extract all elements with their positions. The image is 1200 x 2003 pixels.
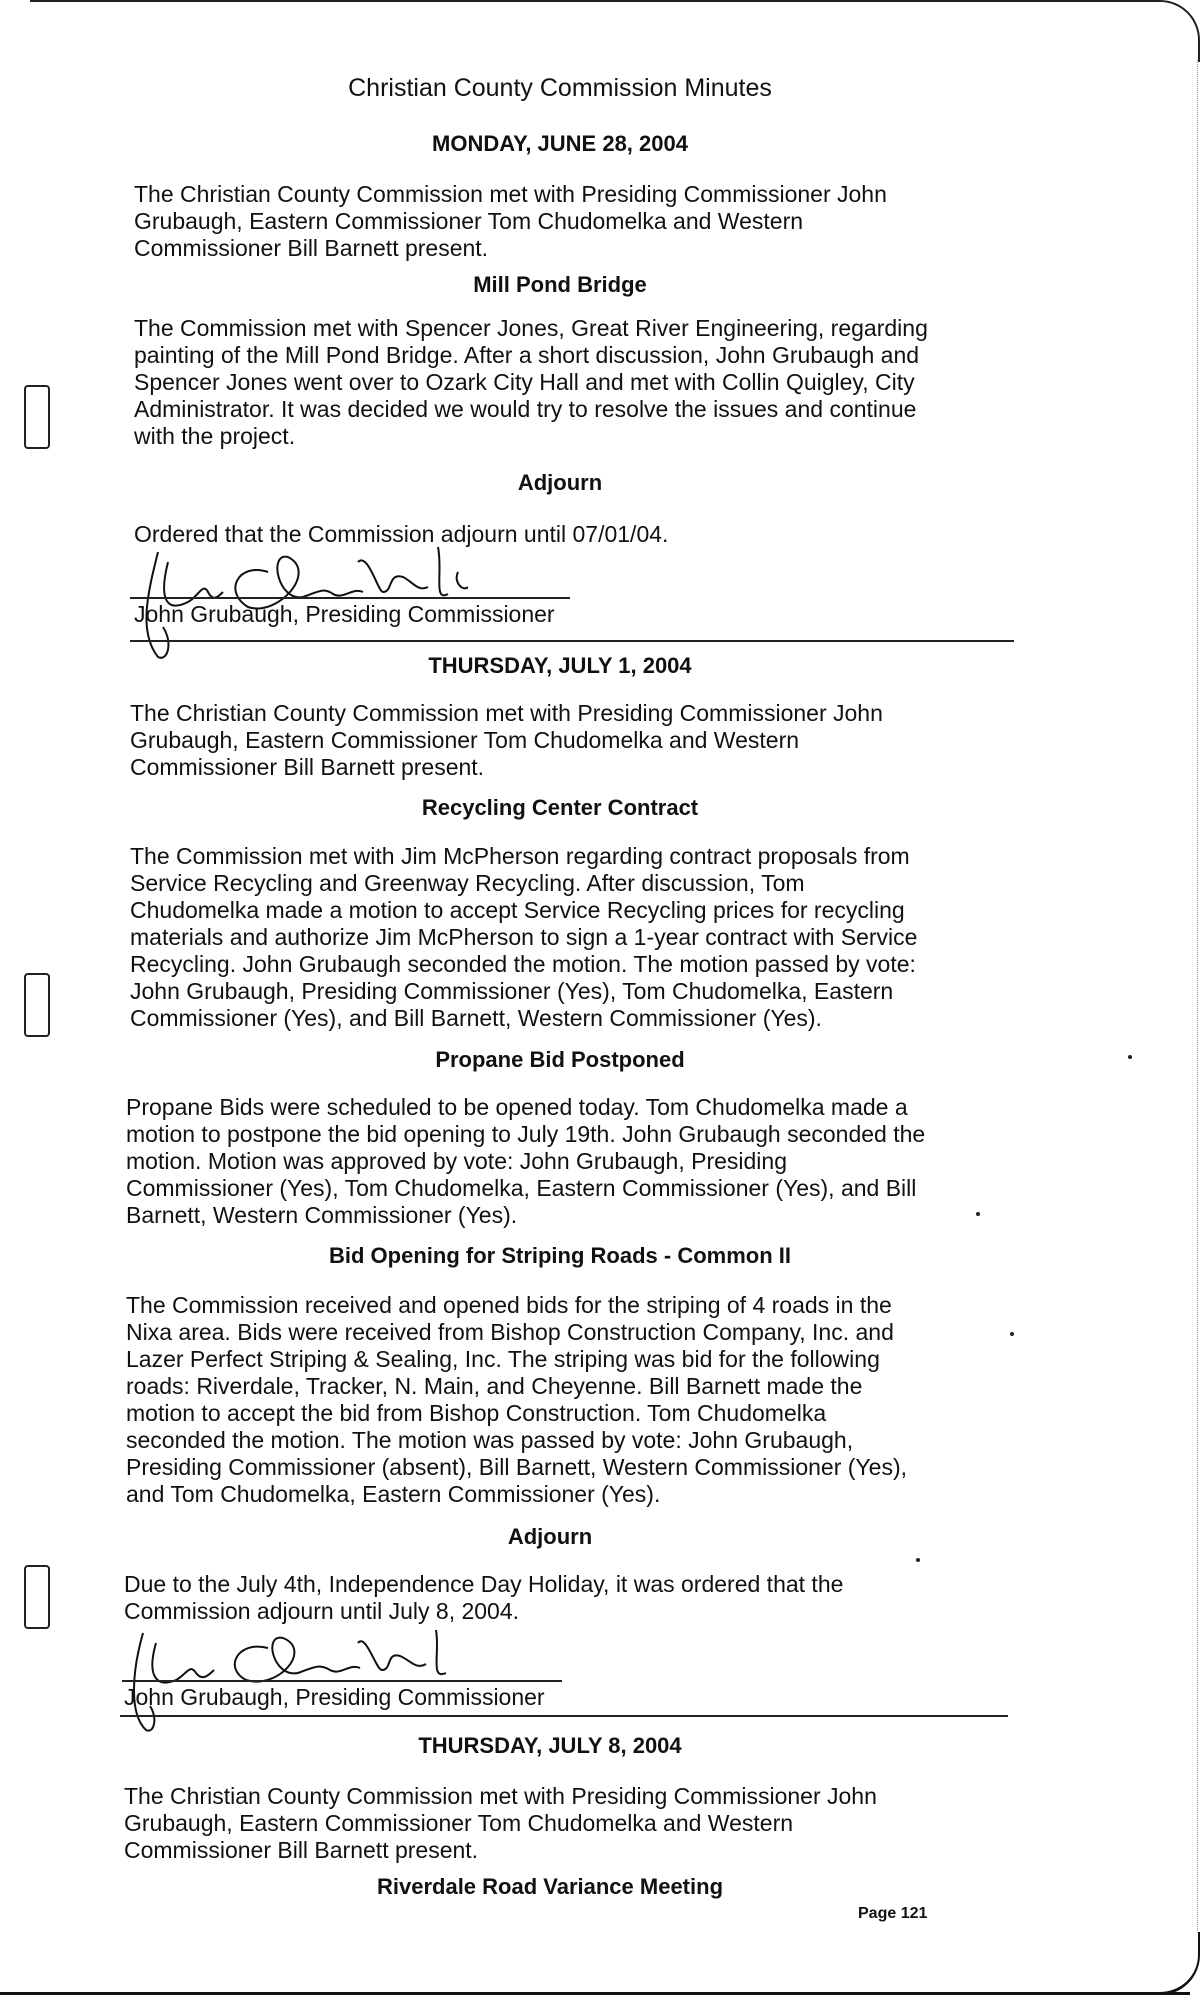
section-heading: Adjourn xyxy=(507,1524,593,1549)
text-line: motion to accept the bid from Bishop Construction. Tom Chudomelka xyxy=(126,1400,827,1426)
text-line: Service Recycling and Greenway Recycling. After discussion, Tom xyxy=(130,870,805,896)
text-line: with the project. xyxy=(134,423,296,449)
page-edge-top xyxy=(30,0,1160,8)
page-corner-top-right xyxy=(1158,0,1200,62)
text-line: Grubaugh, Eastern Commissioner Tom Chudomelka and Western xyxy=(130,727,800,753)
text-line: Recycling. John Grubaugh seconded the motion. The motion passed by vote: xyxy=(130,951,916,977)
section-heading: Bid Opening for Striping Roads - Common II xyxy=(329,1243,791,1268)
attendance-paragraph xyxy=(134,181,1014,262)
text-line: Commission adjourn until July 8, 2004. xyxy=(124,1598,520,1624)
text-line: materials and authorize Jim McPherson to sign a 1-year contract with Service xyxy=(130,924,918,950)
section-heading: Mill Pond Bridge xyxy=(473,272,647,297)
text-line: Commissioner Bill Barnett present. xyxy=(124,1837,479,1863)
section-divider xyxy=(130,640,1014,642)
meeting-date: MONDAY, JUNE 28, 2004 xyxy=(432,131,688,156)
document-title: Christian County Commission Minutes xyxy=(348,74,772,102)
section-paragraph xyxy=(126,1292,1026,1508)
punch-hole xyxy=(24,973,50,1037)
meeting-date: THURSDAY, JULY 8, 2004 xyxy=(418,1733,682,1758)
text-line: motion. Motion was approved by vote: John Grubaugh, Presiding xyxy=(126,1148,787,1174)
signature xyxy=(118,1618,458,1738)
text-line: The Christian County Commission met with Presiding Commissioner John xyxy=(130,700,883,726)
attendance-paragraph xyxy=(124,1783,1004,1864)
signature-line xyxy=(130,597,570,599)
text-line: John Grubaugh, Presiding Commissioner (Yes), Tom Chudomelka, Eastern xyxy=(130,978,894,1004)
text-line: Administrator. It was decided we would try to resolve the issues and continue xyxy=(134,396,917,422)
punch-hole xyxy=(24,385,50,449)
text-line: The Commission met with Spencer Jones, Great River Engineering, regarding xyxy=(134,315,928,341)
text-line: motion to postpone the bid opening to July 19th. John Grubaugh seconded the xyxy=(126,1121,926,1147)
page-edge-bottom xyxy=(0,1992,1190,1995)
adjourn-text xyxy=(124,1571,1024,1625)
text-line: painting of the Mill Pond Bridge. After a short discussion, John Grubaugh and xyxy=(134,342,920,368)
page-number: Page 121 xyxy=(858,1905,928,1922)
text-line: Commissioner (Yes), Tom Chudomelka, Eastern Commissioner (Yes), and Bill xyxy=(126,1175,917,1201)
text-line: seconded the motion. The motion was passed by vote: John Grubaugh, xyxy=(126,1427,854,1453)
text-line: Propane Bids were scheduled to be opened today. Tom Chudomelka made a xyxy=(126,1094,908,1120)
section-heading: Propane Bid Postponed xyxy=(435,1047,685,1072)
scan-speck xyxy=(916,1558,920,1562)
page-corner-bottom-right xyxy=(1158,1932,1200,1995)
text-line: Due to the July 4th, Independence Day Holiday, it was ordered that the xyxy=(124,1571,844,1597)
text-line: Nixa area. Bids were received from Bishop Construction Company, Inc. and xyxy=(126,1319,894,1345)
text-line: Commissioner Bill Barnett present. xyxy=(130,754,485,780)
meeting-date: THURSDAY, JULY 1, 2004 xyxy=(428,653,692,678)
section-paragraph xyxy=(134,315,1034,450)
scan-speck xyxy=(1128,1055,1132,1059)
text-line: The Commission received and opened bids for the striping of 4 roads in the xyxy=(126,1292,892,1318)
section-heading: Riverdale Road Variance Meeting xyxy=(376,1874,724,1899)
section-paragraph xyxy=(126,1094,1026,1229)
section-paragraph xyxy=(130,843,1030,1032)
text-line: The Commission met with Jim McPherson regarding contract proposals from xyxy=(130,843,910,869)
text-line: Spencer Jones went over to Ozark City Hall and met with Collin Quigley, City xyxy=(134,369,915,395)
text-line: The Christian County Commission met with Presiding Commissioner John xyxy=(124,1783,877,1809)
text-line: Commissioner (Yes), and Bill Barnett, Western Commissioner (Yes). xyxy=(130,1005,822,1031)
text-line: The Christian County Commission met with Presiding Commissioner John xyxy=(134,181,887,207)
text-line: Barnett, Western Commissioner (Yes). xyxy=(126,1202,518,1228)
text-line: Presiding Commissioner (absent), Bill Barnett, Western Commissioner (Yes), xyxy=(126,1454,907,1480)
text-line: and Tom Chudomelka, Eastern Commissioner (Yes). xyxy=(126,1481,661,1507)
text-line: Grubaugh, Eastern Commissioner Tom Chudomelka and Western xyxy=(124,1810,794,1836)
text-line: Commissioner Bill Barnett present. xyxy=(134,235,489,261)
section-heading: Recycling Center Contract xyxy=(421,795,699,820)
signer-name: John Grubaugh, Presiding Commissioner xyxy=(124,1684,545,1710)
signer-name: John Grubaugh, Presiding Commissioner xyxy=(134,601,555,627)
page-edge-right xyxy=(1197,60,1198,1933)
section-divider xyxy=(120,1715,1008,1717)
punch-hole xyxy=(24,1565,50,1629)
signature xyxy=(128,532,468,667)
text-line: Chudomelka made a motion to accept Service Recycling prices for recycling xyxy=(130,897,905,923)
attendance-paragraph xyxy=(130,700,1010,781)
text-line: roads: Riverdale, Tracker, N. Main, and Cheyenne. Bill Barnett made the xyxy=(126,1373,863,1399)
section-heading: Adjourn xyxy=(517,470,603,495)
text-line: Lazer Perfect Striping & Sealing, Inc. The striping was bid for the following xyxy=(126,1346,880,1372)
text-line: Grubaugh, Eastern Commissioner Tom Chudomelka and Western xyxy=(134,208,804,234)
signature-line xyxy=(122,1680,562,1682)
adjourn-text: Ordered that the Commission adjourn until 07/01/04. xyxy=(134,521,669,547)
